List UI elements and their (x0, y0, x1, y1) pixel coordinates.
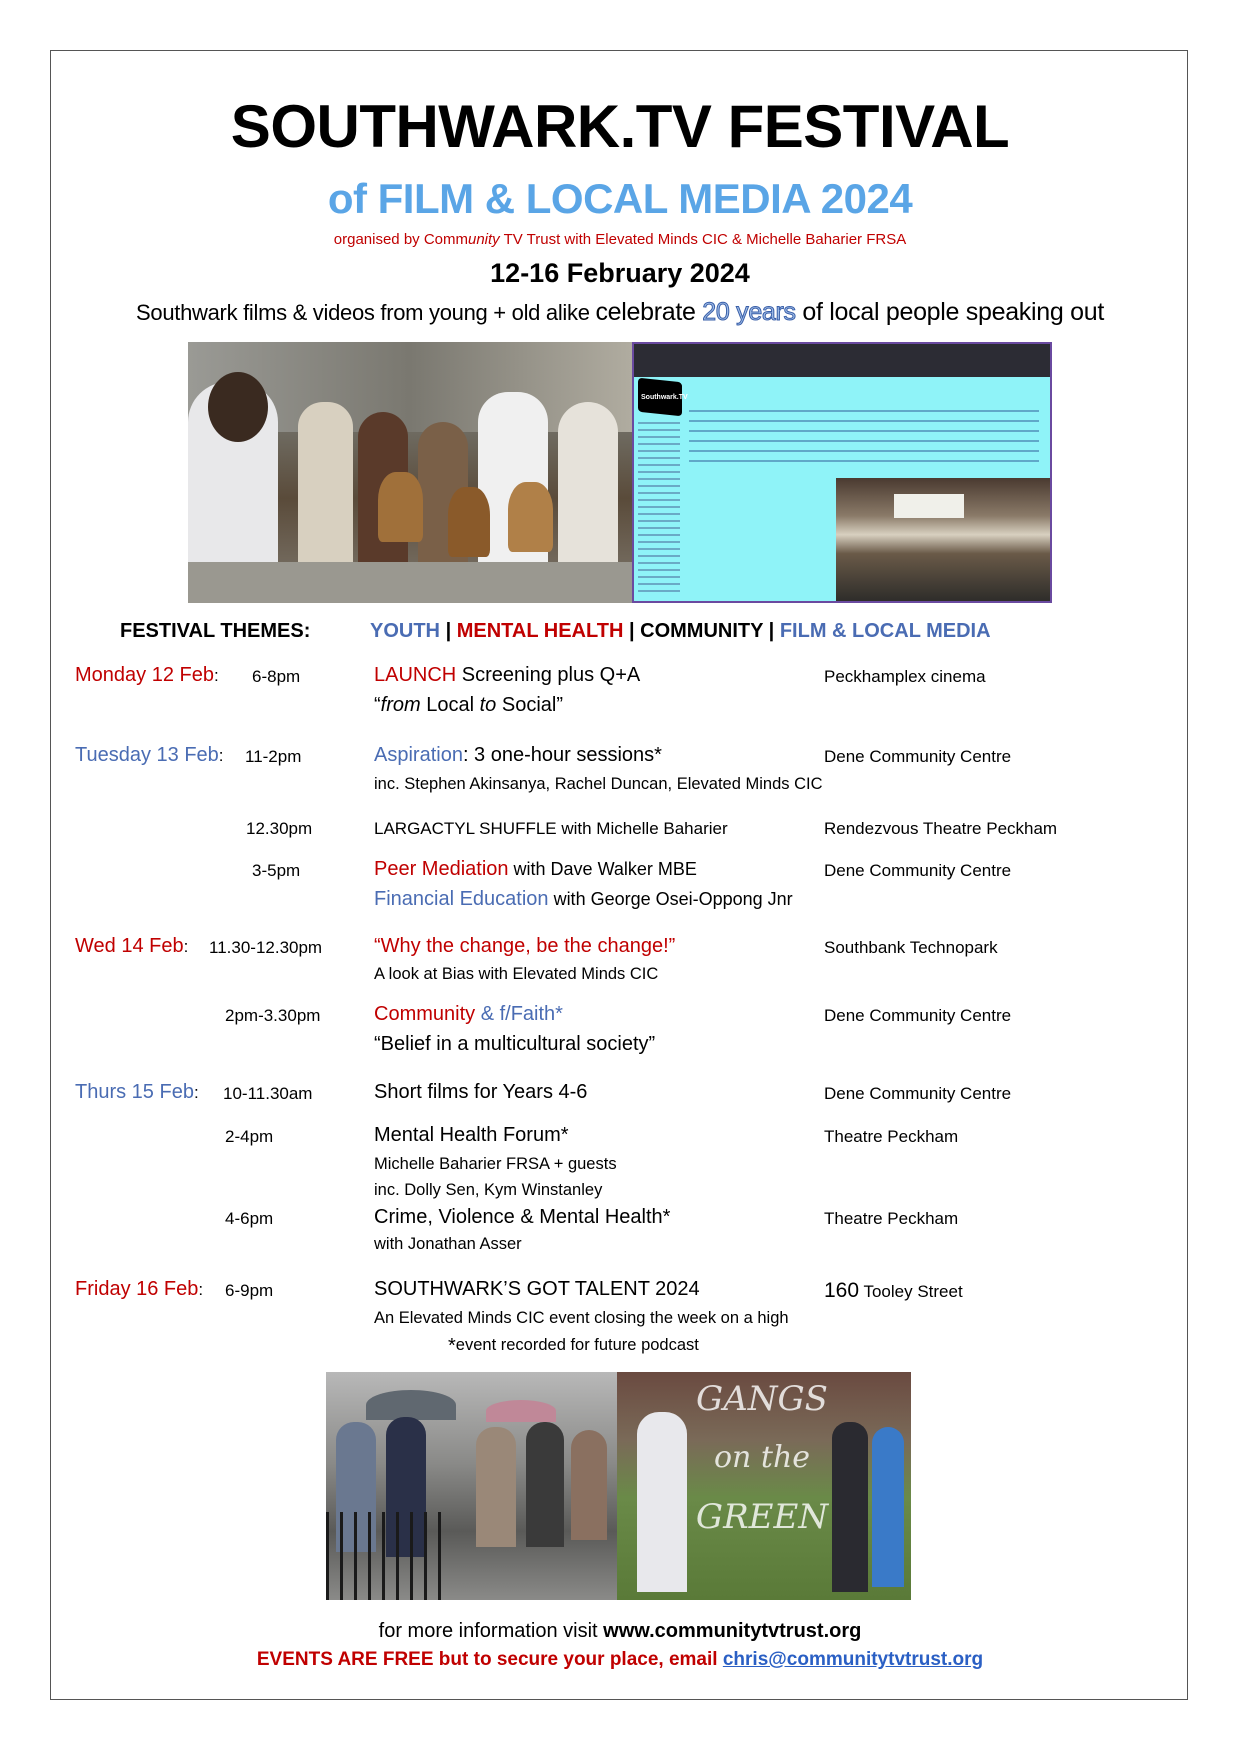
overlay-line: GANGS (696, 1379, 828, 1419)
event-highlight-2: & f/Faith* (475, 1003, 563, 1025)
tagline-part: of local people speaking out (795, 298, 1104, 326)
day-monday (75, 665, 219, 685)
venue-thursday-3: Theatre Peckham (824, 1209, 959, 1228)
theme-community: COMMUNITY (640, 620, 764, 642)
colon: : (213, 666, 219, 685)
day-label: Wed 14 Feb (75, 935, 184, 957)
event-text: : 3 one-hour sessions* (462, 744, 662, 766)
rainy-street-photo (326, 1372, 617, 1600)
tagline (0, 298, 1240, 327)
time-tuesday-3: 3-5pm (252, 861, 301, 880)
day-label: Monday 12 Feb (75, 664, 214, 686)
tagline-part: celebrate (595, 298, 703, 326)
day-friday (75, 1279, 203, 1299)
organisers-line (0, 231, 1240, 248)
time-wednesday-1: 11.30-12.30pm (209, 938, 323, 957)
website-screenshot-photo (632, 342, 1052, 603)
event-aspiration-speakers: inc. Stephen Akinsanya, Rachel Duncan, Elevated Minds CIC (374, 775, 823, 793)
day-label: Friday 16 Feb (75, 1278, 199, 1300)
colon: : (183, 937, 189, 956)
event-highlight: Peer Mediation (374, 858, 509, 880)
event-crime-violence-sub: with Jonathan Asser (374, 1235, 522, 1253)
event-crime-violence: Crime, Violence & Mental Health* (374, 1206, 671, 1228)
venue-street: Tooley Street (859, 1282, 963, 1301)
time-wednesday-2: 2pm-3.30pm (225, 1006, 321, 1025)
tagline-highlight: 20 years (702, 298, 796, 326)
event-largactyl: LARGACTYL SHUFFLE with Michelle Baharier (374, 819, 728, 838)
time-thursday-2: 2-4pm (225, 1127, 274, 1146)
overlay-line: on the (713, 1440, 811, 1476)
event-southwarks-got-talent: SOUTHWARK’S GOT TALENT 2024 (374, 1278, 700, 1300)
separator: | (445, 620, 452, 642)
site-logo: Southwark.TV (641, 394, 688, 401)
event-highlight: Community (374, 1003, 476, 1025)
venue-tuesday-3: Dene Community Centre (824, 861, 1012, 880)
free-events-line (0, 1649, 1240, 1671)
event-why-the-change: “Why the change, be the change!” (374, 935, 676, 957)
event-highlight: LAUNCH (374, 664, 457, 686)
event-peer-mediation (374, 859, 697, 879)
event-mental-health-forum: Mental Health Forum* (374, 1124, 569, 1146)
overlay-line: GREEN (695, 1496, 829, 1537)
time-tuesday-1: 11-2pm (245, 747, 302, 766)
separator: | (628, 620, 635, 642)
venue-thursday-2: Theatre Peckham (824, 1127, 959, 1146)
venue-wednesday-1: Southbank Technopark (824, 938, 998, 957)
festival-dates: 12-16 February 2024 (490, 258, 750, 288)
theme-film-local-media: FILM & LOCAL MEDIA (779, 620, 991, 642)
event-talent-sub: An Elevated Minds CIC event closing the week on a high (374, 1309, 789, 1327)
event-forum-speakers-2: inc. Dolly Sen, Kym Winstanley (374, 1181, 603, 1199)
theme-mental-health: MENTAL HEALTH (456, 620, 624, 642)
event-short-films: Short films for Years 4-6 (374, 1081, 588, 1103)
event-text: Screening plus Q+A (456, 664, 641, 686)
organised-italic: unity (468, 231, 500, 248)
italic: to (479, 694, 497, 716)
event-why-the-change-sub: A look at Bias with Elevated Minds CIC (374, 965, 659, 983)
tagline-part: Southwark films & videos from young + old alike (136, 300, 596, 325)
time-thursday-3: 4-6pm (225, 1209, 274, 1228)
footnote-text: event recorded for future podcast (455, 1336, 699, 1354)
venue-monday: Peckhamplex cinema (824, 667, 986, 686)
venue-tuesday-2: Rendezvous Theatre Peckham (824, 819, 1058, 838)
day-label: Thurs 15 Feb (75, 1081, 194, 1103)
venue-number: 160 (824, 1279, 860, 1302)
quote: “ (374, 694, 381, 716)
time-tuesday-2: 12.30pm (246, 819, 313, 838)
venue-tuesday-1: Dene Community Centre (824, 747, 1012, 766)
organised-text-rest: TV Trust with Elevated Minds CIC & Michelle Baharier FRSA (499, 231, 907, 248)
time-friday: 6-9pm (225, 1281, 274, 1300)
event-text: with Dave Walker MBE (508, 859, 697, 879)
themes-label: FESTIVAL THEMES: (120, 620, 311, 642)
colon: : (218, 746, 224, 765)
text: Local (420, 694, 480, 716)
event-aspiration (374, 745, 662, 765)
gangs-on-the-green-photo (617, 1372, 911, 1600)
more-info-line (0, 1620, 1240, 1643)
themes-list (370, 621, 991, 641)
festival-subtitle: of FILM & LOCAL MEDIA 2024 (327, 175, 913, 222)
colon: : (198, 1280, 204, 1299)
time-thursday-1: 10-11.30am (223, 1084, 313, 1103)
colon: : (193, 1083, 199, 1102)
festival-title: SOUTHWARK.TV FESTIVAL (230, 93, 1010, 160)
organised-text: organised by Comm (333, 231, 468, 248)
gangs-title-overlay (687, 1380, 837, 1537)
day-tuesday (75, 745, 224, 765)
event-highlight: Aspiration (374, 744, 463, 766)
event-community-faith-sub: “Belief in a multicultural society” (374, 1033, 656, 1055)
website-link[interactable]: www.communitytvtrust.org (603, 1620, 862, 1642)
email-link[interactable]: chris@communitytvtrust.org (722, 1649, 984, 1670)
event-community-faith (374, 1004, 563, 1024)
event-launch-subtitle (374, 695, 563, 715)
event-financial-education (374, 889, 793, 909)
separator: | (768, 620, 775, 642)
event-highlight: Financial Education (374, 888, 549, 910)
event-forum-speakers-1: Michelle Baharier FRSA + guests (374, 1155, 617, 1173)
theme-youth: YOUTH (370, 620, 440, 642)
venue-thursday-1: Dene Community Centre (824, 1084, 1012, 1103)
italic: from (380, 694, 421, 716)
day-label: Tuesday 13 Feb (75, 744, 219, 766)
footnote (448, 1336, 699, 1356)
info-text: for more information visit (378, 1620, 604, 1642)
event-launch (374, 665, 640, 685)
day-wednesday (75, 936, 188, 956)
day-thursday (75, 1082, 199, 1102)
drummers-photo (188, 342, 632, 603)
free-text: EVENTS ARE FREE but to secure your place, email (256, 1649, 723, 1670)
venue-wednesday-2: Dene Community Centre (824, 1006, 1012, 1025)
text: Social” (496, 694, 563, 716)
event-text: with George Osei-Oppong Jnr (548, 889, 793, 909)
time-monday: 6-8pm (252, 667, 301, 686)
asterisk: * (448, 1335, 456, 1357)
venue-friday (824, 1280, 963, 1301)
